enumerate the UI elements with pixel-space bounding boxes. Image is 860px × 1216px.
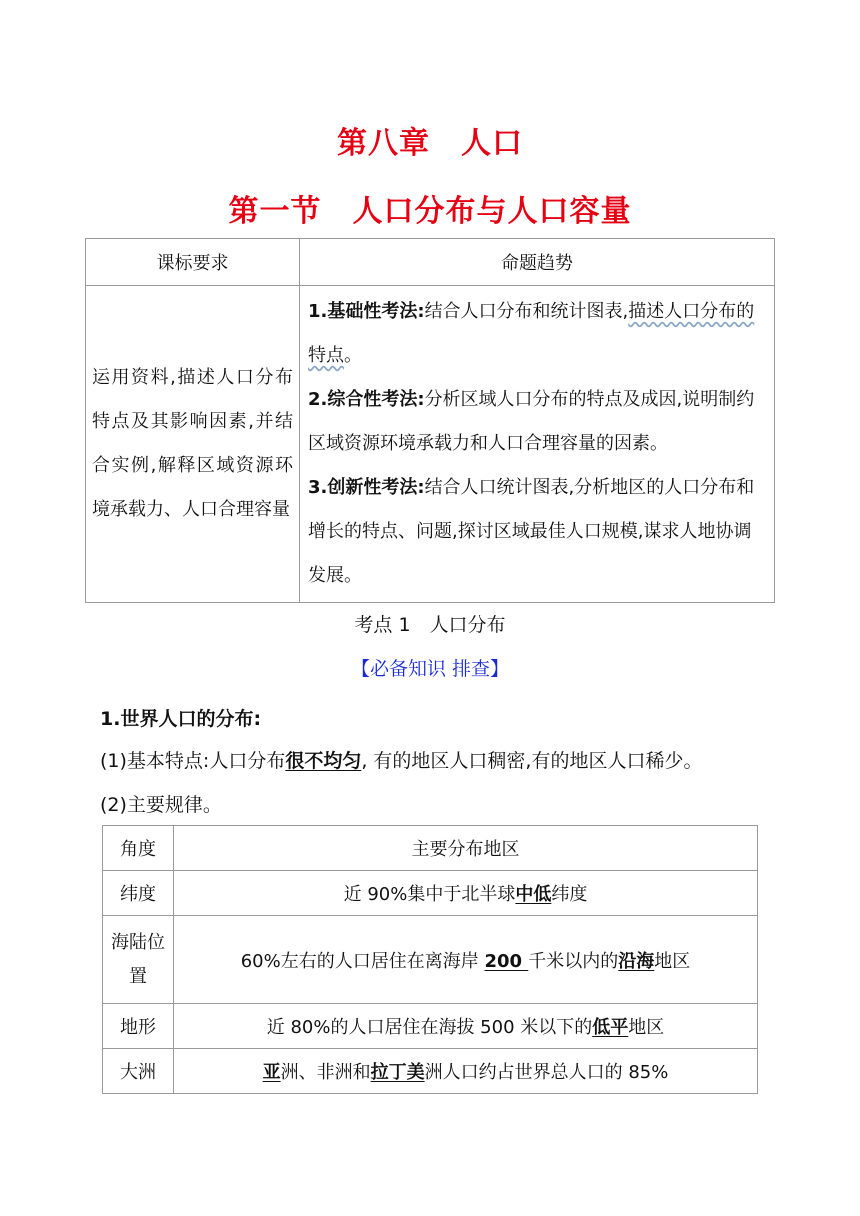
trend-item-3 <box>308 466 768 598</box>
requirements-table <box>85 238 775 603</box>
knowledge-p1 <box>100 746 702 773</box>
chapter-title: 第八章 人口 <box>337 126 523 161</box>
row-content: 近 80%的人口居住在海拔 500 米以下的低平地区 <box>174 1004 758 1049</box>
p1-pre: (1)基本特点:人口分布 <box>100 750 286 772</box>
trends-cell <box>300 286 775 603</box>
trend-label: 3.创新性考法: <box>308 477 425 498</box>
header-angle: 角度 <box>103 826 174 871</box>
row-label: 纬度 <box>103 871 174 916</box>
trend-text: 结合人口分布和统计图表, <box>424 301 629 322</box>
row-content: 近 90%集中于北半球中低纬度 <box>174 871 758 916</box>
kaodian-title: 考点 1 人口分布 <box>354 614 506 636</box>
p1-key: 很不均匀 <box>285 750 362 772</box>
trend-item-1 <box>308 290 768 378</box>
trend-text: 分析区域人口分布的特点及成因,说明制约区域资源环境承载力和人口合理容量的因素。 <box>308 389 755 454</box>
row-content: 60%左右的人口居住在离海岸 200 千米以内的沿海地区 <box>174 916 758 1004</box>
knowledge-heading: 1.世界人口的分布: <box>100 708 262 730</box>
section-title: 第一节 人口分布与人口容量 <box>228 194 632 229</box>
kaodian-subtitle: 【必备知识 排查】 <box>350 658 510 680</box>
trend-text-end: 。 <box>344 345 362 366</box>
header-requirements: 课标要求 <box>86 239 300 286</box>
row-label: 海陆位置 <box>103 916 174 1004</box>
table-row <box>103 1049 758 1094</box>
header-trends: 命题趋势 <box>300 239 775 286</box>
trend-text-wavy: 描述人口分布的特点 <box>308 301 755 366</box>
trend-label: 2.综合性考法: <box>308 389 425 410</box>
requirements-text: 运用资料,描述人口分布特点及其影响因素,并结合实例,解释区域资源环境承载力、人口合理容量 <box>86 286 300 603</box>
row-label: 地形 <box>103 1004 174 1049</box>
distribution-table <box>102 825 758 1094</box>
knowledge-p2: (2)主要规律。 <box>100 794 222 816</box>
trend-label: 1.基础性考法: <box>308 301 425 322</box>
p1-post: , 有的地区人口稠密,有的地区人口稀少。 <box>361 750 703 772</box>
header-regions: 主要分布地区 <box>174 826 758 871</box>
trend-item-2 <box>308 378 768 466</box>
table-row <box>103 916 758 1004</box>
trend-text: 结合人口统计图表,分析地区的人口分布和增长的特点、问题,探讨区域最佳人口规模,谋求人地协调发展。 <box>308 477 755 586</box>
table-row <box>103 1004 758 1049</box>
row-label: 大洲 <box>103 1049 174 1094</box>
table-row <box>103 871 758 916</box>
row-content: 亚洲、非洲和拉丁美洲人口约占世界总人口的 85% <box>174 1049 758 1094</box>
